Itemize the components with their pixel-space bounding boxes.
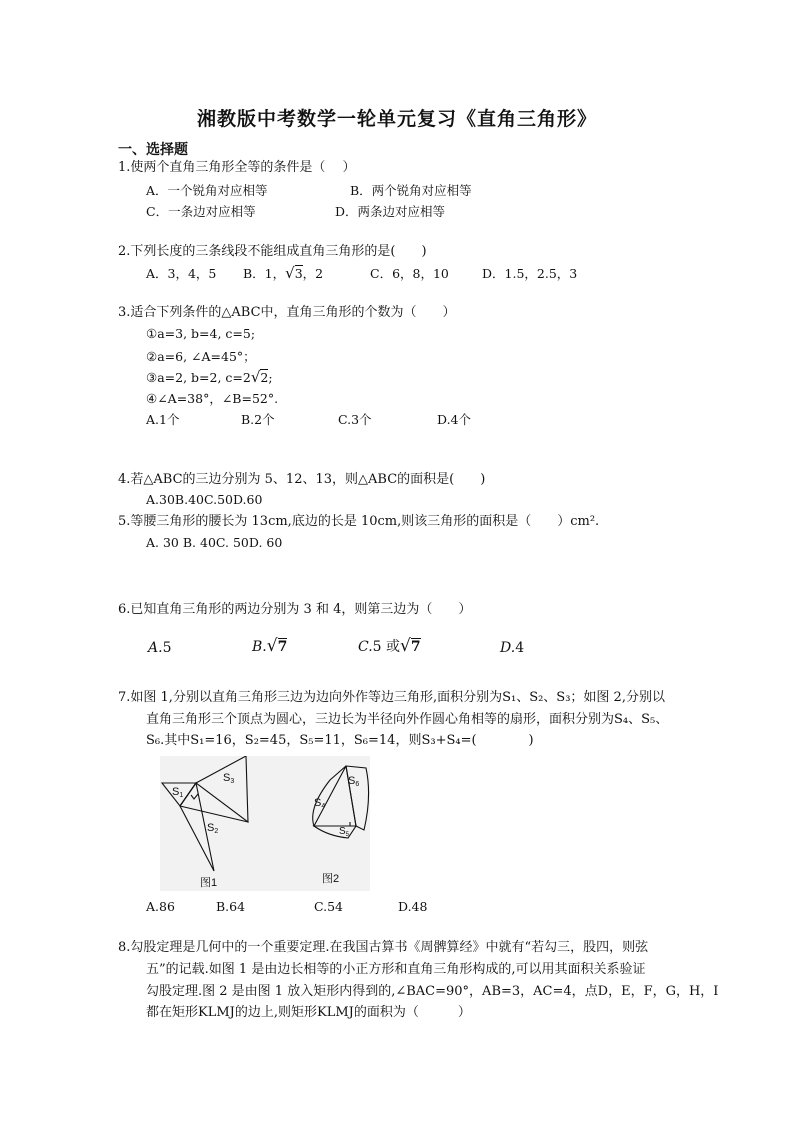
question-6-option-a: [148, 640, 171, 656]
question-3-option-d: D.4个: [437, 412, 472, 427]
question-2-option-a: A．3，4，5: [146, 266, 217, 281]
section-heading: 一、选择题: [118, 142, 188, 158]
option-letter: A.: [148, 640, 163, 656]
figure-2-label-s4: S4: [314, 797, 326, 810]
option-value: 4: [515, 640, 525, 656]
question-1-stem: 1.使两个直角三角形全等的条件是（ ）: [118, 160, 356, 175]
question-2-option-c: C．6，8，10: [370, 266, 449, 281]
question-6-option-d: [500, 640, 524, 656]
question-8-line-3: 勾股定理.图 2 是由图 1 放入矩形内得到的,∠BAC=90°，AB=3，AC=4，点D，E，F，G，H，I: [146, 984, 719, 999]
question-3-option-a: A.1个: [146, 412, 180, 427]
question-7-option-b: B.64: [216, 899, 246, 914]
option-letter: C.: [358, 639, 373, 655]
option-value: 5: [162, 640, 172, 656]
sqrt-sign-icon: √: [250, 368, 261, 386]
question-3-condition-3-radicand: 2: [260, 370, 269, 385]
question-8-line-4: 都在矩形KLMJ的边上,则矩形KLMJ的面积为（ ）: [146, 1005, 471, 1020]
question-3-condition-3: [146, 368, 273, 386]
figure-background: [160, 756, 370, 891]
question-3-condition-4: ④∠A=38°，∠B=52°.: [146, 391, 279, 406]
question-7-figures: [160, 756, 370, 891]
question-2-option-b-prefix: B．1，: [243, 266, 286, 281]
figure-2-caption: 图2: [322, 873, 340, 885]
question-2-option-d: D．1.5，2.5，3: [482, 266, 578, 281]
figure-1-label-s2: S2: [207, 822, 219, 835]
question-6-stem: 6.已知直角三角形的两边分别为 3 和 4，则第三边为（ ）: [118, 602, 472, 617]
question-6-option-b: [252, 636, 287, 656]
question-7-option-d: D.48: [398, 899, 428, 914]
question-5-stem: 5.等腰三角形的腰长为 13cm,底边的长是 10cm,则该三角形的面积是（ ）cm².: [118, 514, 600, 529]
figure-1-caption: 图1: [200, 877, 218, 889]
question-2-option-b-suffix: ，2: [302, 266, 324, 281]
question-7-option-c: C.54: [314, 899, 343, 914]
sqrt-sign-icon: √: [266, 636, 278, 656]
question-8-line-2: 五”的记载.如图 1 是由边长相等的小正方形和直角三角形构成的,可以用其面积关系验证: [146, 962, 646, 977]
question-2-stem: 2.下列长度的三条线段不能组成直角三角形的是( ): [118, 244, 427, 259]
question-1-option-d: D．两条边对应相等: [335, 204, 446, 219]
question-7-line-1: 7.如图 1,分别以直角三角形三边为边向外作等边三角形,面积分别为S₁、S₂、S₃；如图 2,分别以: [118, 690, 665, 705]
option-radicand: 7: [410, 639, 421, 655]
question-3-condition-2: ②a=6, ∠A=45°；: [146, 349, 256, 364]
question-3-condition-3-prefix: ③a=2, b=2, c=2: [146, 370, 251, 385]
figure-2-label-s5: $S_5$: [339, 826, 350, 838]
figure-2-label-s6: S6: [348, 775, 360, 788]
question-2-option-b-radicand: 3: [294, 266, 303, 281]
question-7-line-2: 直角三角形三个顶点为圆心，三边长为半径向外作圆心角相等的扇形，面积分别为S₄、S₅、: [146, 712, 669, 727]
question-3-condition-3-suffix: ;: [268, 370, 273, 385]
option-letter: B.: [252, 639, 267, 655]
question-7-option-a: A.86: [146, 899, 175, 914]
figure-1-label-s1: S1: [172, 786, 184, 799]
question-4-stem: 4.若△ABC的三边分别为 5、12、13，则△ABC的面积是( ): [118, 472, 486, 487]
option-value: 5 或: [372, 639, 401, 655]
question-3-stem: 3.适合下列条件的△ABC中，直角三角形的个数为（ ）: [118, 305, 456, 320]
sqrt-sign-icon: √: [400, 636, 411, 656]
option-radicand: 7: [277, 639, 288, 655]
question-3-option-b: B.2个: [241, 412, 275, 427]
question-5-options: A. 30 B. 40C. 50D. 60: [146, 535, 283, 550]
question-8-line-1: 8.勾股定理是几何中的一个重要定理.在我国古算书《周髀算经》中就有“若勾三，股四，则弦: [118, 940, 649, 955]
question-3-condition-1: ①a=3, b=4, c=5;: [146, 326, 256, 341]
figure-1-label-s3: S3: [223, 772, 235, 785]
question-1-option-c: C．一条边对应相等: [146, 204, 256, 219]
page-title: 湘教版中考数学一轮单元复习《直角三角形》: [196, 108, 597, 130]
question-2-option-b: [243, 264, 323, 282]
question-4-options: A.30B.40C.50D.60: [146, 492, 263, 507]
option-letter: D.: [500, 640, 516, 656]
question-6-option-c: [358, 636, 421, 656]
question-1-option-a: A．一个锐角对应相等: [146, 183, 268, 198]
sqrt-sign-icon: √: [285, 264, 295, 282]
question-7-line-3: S₆.其中S₁=16，S₂=45，S₅=11，S₆=14，则S₃+S₄=( ): [146, 733, 534, 748]
question-3-option-c: C.3个: [338, 412, 372, 427]
question-1-option-b: B．两个锐角对应相等: [350, 183, 472, 198]
